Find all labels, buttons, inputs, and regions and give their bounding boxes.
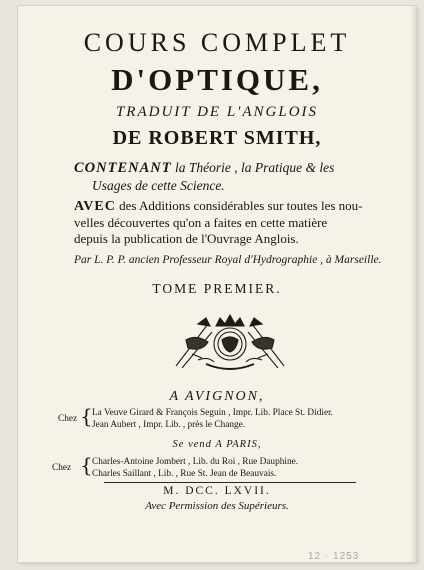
contents-lead: CONTENANT [74,160,172,176]
author-credit: Par L. P. P. ancien Professeur Royal d'Hydrographie , à Marseille. [74,254,382,266]
subtitle-translated: TRADUIT DE L'ANGLOIS [115,104,319,120]
pencil-annotation: 12 · 1253 [308,551,360,562]
additions-rest: des Additions considérables sur toutes les nou- [119,198,363,213]
additions-line-1 [74,198,386,215]
imprint-place: A AVIGNON, [169,389,265,404]
publisher-avignon-1: La Veuve Girard & François Seguin , Impr. Lib. Place St. Didier. [92,408,333,418]
title-line-1: COURS COMPLET [83,28,351,57]
ornament-vignette [168,310,292,372]
chez-label-2: Chez [52,463,72,473]
title-page [18,6,416,562]
subtitle-author: DE ROBERT SMITH, [112,127,322,149]
additions-line-2: velles découvertes qu'on a faites en cette matière [74,215,328,230]
divider-rule [104,482,356,483]
brace-2: { [80,453,93,477]
publisher-paris-2: Charles Saillant , Lib. , Rue St. Jean de Beauvais. [92,469,277,479]
publication-date: M. DCC. LXVII. [163,485,271,497]
title-line-2: D'OPTIQUE, [111,62,323,97]
additions-lead: AVEC [74,199,116,214]
brace-1: { [80,404,93,428]
contents-rest: la Théorie , la Pratique & les [175,160,335,175]
contents-line-1 [74,160,386,177]
contents-line-2: Usages de cette Science. [92,178,225,193]
publisher-avignon-2: Jean Aubert , Impr. Lib. , près le Change. [92,420,246,430]
additions-line-3: depuis la publication de l'Ouvrage Anglois. [74,231,299,246]
permission-line: Avec Permission des Supérieurs. [145,500,289,512]
publisher-paris-1: Charles-Antoine Jombert , Lib. du Roi , Rue Dauphine. [92,457,299,467]
se-vend-paris: Se vend A PARIS, [172,439,262,450]
chez-label-1: Chez [58,414,78,424]
volume-label: TOME PREMIER. [152,281,282,296]
